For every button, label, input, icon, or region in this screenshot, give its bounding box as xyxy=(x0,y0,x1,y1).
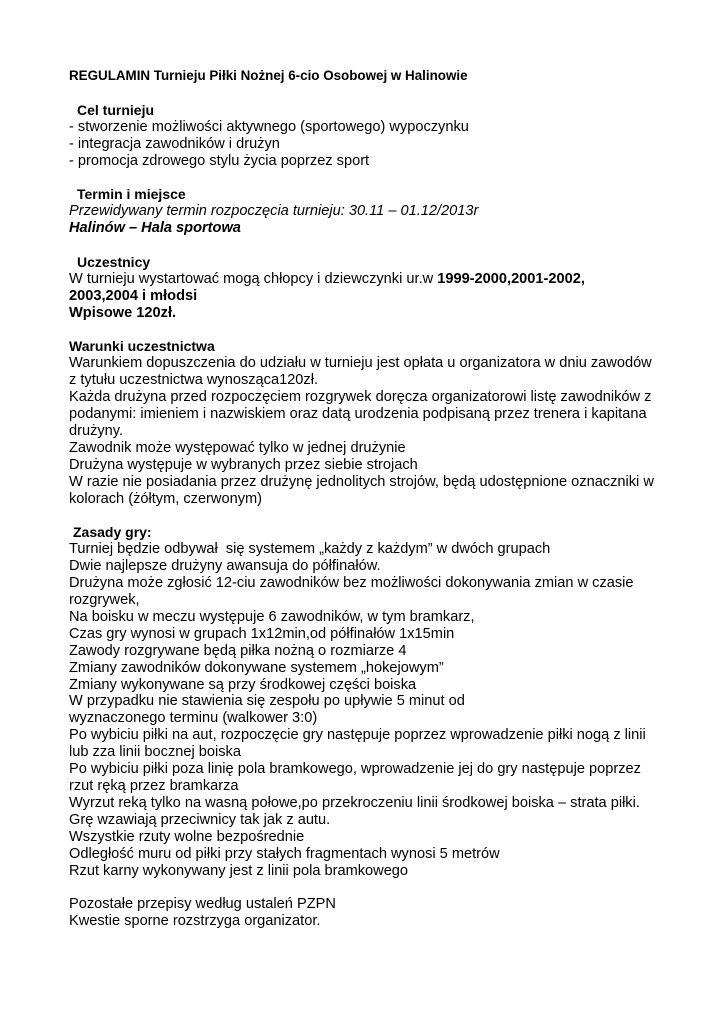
uczestnicy-fee: Wpisowe 120zł. xyxy=(69,304,177,321)
spacer xyxy=(69,508,684,525)
zasady-line: wyznaczonego terminu (walkower 3:0) xyxy=(69,710,318,727)
termin-place: Halinów – Hala sportowa xyxy=(69,220,241,237)
zasady-line: W przypadku nie stawienia się zespołu po upływie 5 minut od xyxy=(69,693,465,710)
zasady-line: Po wybiciu piłki na aut, rozpoczęcie gry następuje poprzez wprowadzenie piłki nogą z linii xyxy=(69,727,646,744)
zasady-line: Turniej będzie odbywał się systemem „każdy z każdym” w dwóch grupach xyxy=(69,541,551,558)
zasady-line: Rzut karny wykonywany jest z linii pola bramkowego xyxy=(69,862,409,879)
warunki-line: z tytułu uczestnictwa wynosząca120zł. xyxy=(69,372,319,389)
uczestnicy-intro: W turnieju wystartować mogą chłopcy i dziewczynki ur.w xyxy=(69,270,438,287)
zasady-line: lub zza linii bocznej boiska xyxy=(69,744,241,761)
document-title: REGULAMIN Turnieju Piłki Nożnej 6-cio Osobowej w Halinowie xyxy=(69,68,468,83)
zasady-line: rozgrywek, xyxy=(69,592,140,609)
zasady-line: Wyrzut reką tylko na wasną połowe,po przekroczeniu linii środkowej boiska – strata piłki. xyxy=(69,794,640,811)
zasady-line: Grę wzawiają przeciwnicy tak jak z autu. xyxy=(69,811,331,828)
zasady-line: Zmiany wykonywane są przy środkowej części boiska xyxy=(69,676,417,693)
warunki-line: podanymi: imieniem i nazwiskiem oraz datą urodzenia podpisaną przez trenera i kapitana xyxy=(69,406,647,423)
section-heading-cel: Cel turnieju xyxy=(77,101,155,118)
cel-line: - integracja zawodników i drużyn xyxy=(69,135,280,152)
section-heading-uczestnicy: Uczestnicy xyxy=(77,253,151,270)
closing-line: Pozostałe przepisy według ustaleń PZPN xyxy=(69,896,336,913)
zasady-line: Czas gry wynosi w grupach 1x12min,od półfinałów 1x15min xyxy=(69,625,455,642)
spacer xyxy=(69,237,684,254)
zasady-line: Na boisku w meczu występuje 6 zawodników, w tym bramkarz, xyxy=(69,608,475,625)
zasady-line: Drużyna może zgłosić 12-ciu zawodników bez możliwości dokonywania zmian w czasie xyxy=(69,575,634,592)
section-heading-zasady: Zasady gry: xyxy=(73,524,152,541)
section-heading-warunki: Warunki uczestnictwa xyxy=(69,338,215,355)
zasady-line: Zmiany zawodników dokonywane systemem „hokejowym” xyxy=(69,659,444,676)
spacer xyxy=(69,879,684,896)
zasady-line: Wszystkie rzuty wolne bezpośrednie xyxy=(69,828,305,845)
cel-line: - stworzenie możliwości aktywnego (sportowego) wypoczynku xyxy=(69,118,469,135)
warunki-line: Drużyna występuje w wybranych przez siebie strojach xyxy=(69,456,418,473)
spacer xyxy=(69,322,684,339)
termin-date: Przewidywany termin rozpoczęcia turnieju: 30.11 – 01.12/2013r xyxy=(69,203,479,220)
warunki-line: Zawodnik może występować tylko w jednej drużynie xyxy=(69,439,406,456)
warunki-line: Każda drużyna przed rozpoczęciem rozgrywek doręcza organizatorowi listę zawodników z xyxy=(69,389,652,406)
zasady-line: Odległość muru od piłki przy stałych fragmentach wynosi 5 metrów xyxy=(69,845,500,862)
zasady-line: rzut ręką przez bramkarza xyxy=(69,777,239,794)
warunki-line: Warunkiem dopuszczenia do udziału w turnieju jest opłata u organizatora w dniu zawodów xyxy=(69,355,652,372)
uczestnicy-years-a: 1999-2000,2001-2002, xyxy=(437,270,585,287)
warunki-line: kolorach (żółtym, czerwonym) xyxy=(69,490,263,507)
uczestnicy-intro-line xyxy=(69,271,684,288)
cel-line: - promocja zdrowego stylu życia poprzez sport xyxy=(69,152,370,169)
spacer xyxy=(69,85,684,102)
closing-line: Kwestie sporne rozstrzyga organizator. xyxy=(69,913,321,930)
spacer xyxy=(69,169,684,186)
section-heading-termin: Termin i miejsce xyxy=(77,186,186,203)
zasady-line: Zawody rozgrywane będą piłka nożną o rozmiarze 4 xyxy=(69,642,407,659)
warunki-line: drużyny. xyxy=(69,422,124,439)
uczestnicy-years-b: 2003,2004 i młodsi xyxy=(69,287,198,304)
warunki-line: W razie nie posiadania przez drużynę jednolitych strojów, będą udostępnione oznaczniki w xyxy=(69,473,654,490)
zasady-line: Dwie najlepsze drużyny awansuja do półfinałów. xyxy=(69,558,381,575)
zasady-line: Po wybiciu piłki poza linię pola bramkowego, wprowadzenie jej do gry następuje poprzez xyxy=(69,761,641,778)
